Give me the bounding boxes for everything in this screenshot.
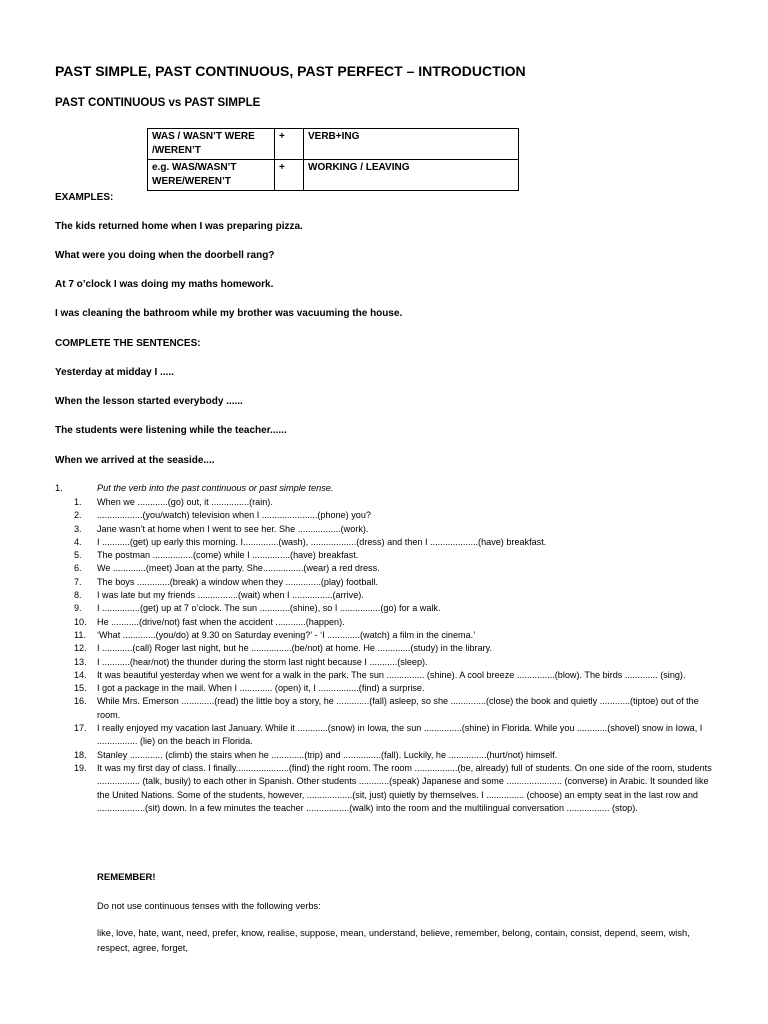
grammar-rule-table: [147, 128, 519, 191]
list-item: 17. I really enjoyed my vacation last January. While it ............(snow) in Iowa, the sun ...............(shine) in Florida. While you ............(shovel) snow in Iowa, I ................ (lie) on the beach in Florida.: [74, 723, 703, 747]
exercise-number: 1.: [55, 483, 63, 493]
table-row: [148, 129, 519, 160]
prompt-sentence: When we arrived at the seaside....: [55, 455, 215, 466]
table-row: [148, 160, 519, 191]
example-sentence: At 7 o’clock I was doing my maths homework.: [55, 279, 274, 290]
remember-note: Do not use continuous tenses with the following verbs:: [97, 901, 321, 911]
list-item: 16. While Mrs. Emerson .............(read) the little boy a story, he .............(fall) asleep, so she ..............(close) the book and quietly ............(tiptoe) out of the room.: [74, 696, 699, 720]
exercise-list: [0, 496, 768, 815]
exercise-instruction-text: Put the verb into the past continuous or past simple tense.: [97, 483, 334, 493]
example-sentence: I was cleaning the bathroom while my brother was vacuuming the house.: [55, 308, 403, 319]
table-cell: +: [275, 129, 304, 160]
section-subtitle: PAST CONTINUOUS vs PAST SIMPLE: [55, 97, 261, 109]
exercise-instruction: [55, 483, 333, 493]
list-item: 8. I was late but my friends ................(wait) when I ................(arrive).: [74, 590, 364, 601]
prompt-sentence: Yesterday at midday I .....: [55, 367, 174, 378]
examples-heading: EXAMPLES:: [55, 192, 114, 203]
stative-verbs-list: like, love, hate, want, need, prefer, know, realise, suppose, mean, understand, believe, remember, belong, contain, consist, depend, seem, wish, respect, agree, forget,: [97, 928, 690, 953]
list-item: 18. Stanley ............. (climb) the stairs when he .............(trip) and ...............(fall). Luckily, he ...............(hurt/not) himself.: [74, 749, 558, 760]
list-item: 14. It was beautiful yesterday when we went for a walk in the park. The sun ............... (shine). A cool breeze ...............(blow). The birds ............. (sing).: [74, 669, 686, 680]
complete-heading: COMPLETE THE SENTENCES:: [55, 338, 201, 349]
list-item: 4. I ...........(get) up early this morning. I..............(wash), ..................(dress) and then I ...................(have) breakfast.: [74, 536, 547, 547]
list-item: 9. I ...............(get) up at 7 o’clock. The sun ............(shine), so I ................(go) for a walk.: [74, 603, 441, 614]
list-item: 13. I ...........(hear/not) the thunder during the storm last night because I ...........(sleep).: [74, 656, 428, 667]
list-item: 5. The postman ................(come) while I ...............(have) breakfast.: [74, 550, 359, 561]
prompt-sentence: When the lesson started everybody ......: [55, 396, 243, 407]
list-item: 19. It was my first day of class. I finally.....................(find) the right room. The room .................(be, already) full of students. On one side of the room, students ................. (talk, busily) to each other in Spanish. Other students ............(speak) Japanese and some ...................... (converse) in Arabic. It sounded like the United Nations. Some of the students, however, ..................(sit, just) quietly by themselves. I ............... (choose) an empty seat in the last row and ...................(sit) down. In a few minutes the teacher .................(walk) into the room and the multilingual conversation ................. (stop).: [74, 762, 712, 813]
example-sentence: What were you doing when the doorbell rang?: [55, 250, 275, 261]
prompt-sentence: The students were listening while the teacher......: [55, 425, 287, 436]
list-item: 3. Jane wasn’t at home when I went to see her. She .................(work).: [74, 523, 369, 534]
remember-heading: REMEMBER!: [97, 872, 156, 883]
list-item: 1. When we ............(go) out, it ...............(rain).: [74, 497, 273, 507]
table-cell: WORKING / LEAVING: [304, 160, 519, 191]
list-item: 11. ‘What .............(you/do) at 9.30 on Saturday evening?’ - ‘I .............(watch) a film in the cinema.’: [74, 629, 476, 640]
table-cell: WAS / WASN’T WERE /WEREN’T: [148, 129, 275, 160]
page-title: PAST SIMPLE, PAST CONTINUOUS, PAST PERFECT – INTRODUCTION: [55, 63, 526, 79]
list-item: 15. I got a package in the mail. When I ............. (open) it, I ................(find) a surprise.: [74, 683, 425, 694]
table-cell: +: [275, 160, 304, 191]
list-item: 12. I ............(call) Roger last night, but he ................(be/not) at home. He .............(study) in the library.: [74, 643, 493, 654]
list-item: 10. He ...........(drive/not) fast when the accident ............(happen).: [74, 616, 345, 627]
table-cell: VERB+ING: [304, 129, 519, 160]
list-item: 7. The boys .............(break) a window when they ..............(play) football.: [74, 576, 379, 587]
table-cell: e.g. WAS/WASN’T WERE/WEREN’T: [148, 160, 275, 191]
list-item: 6. We .............(meet) Joan at the party. She................(wear) a red dress.: [74, 563, 380, 574]
example-sentence: The kids returned home when I was preparing pizza.: [55, 221, 303, 232]
list-item: 2. ..................(you/watch) television when I ......................(phone) you?: [74, 510, 371, 521]
